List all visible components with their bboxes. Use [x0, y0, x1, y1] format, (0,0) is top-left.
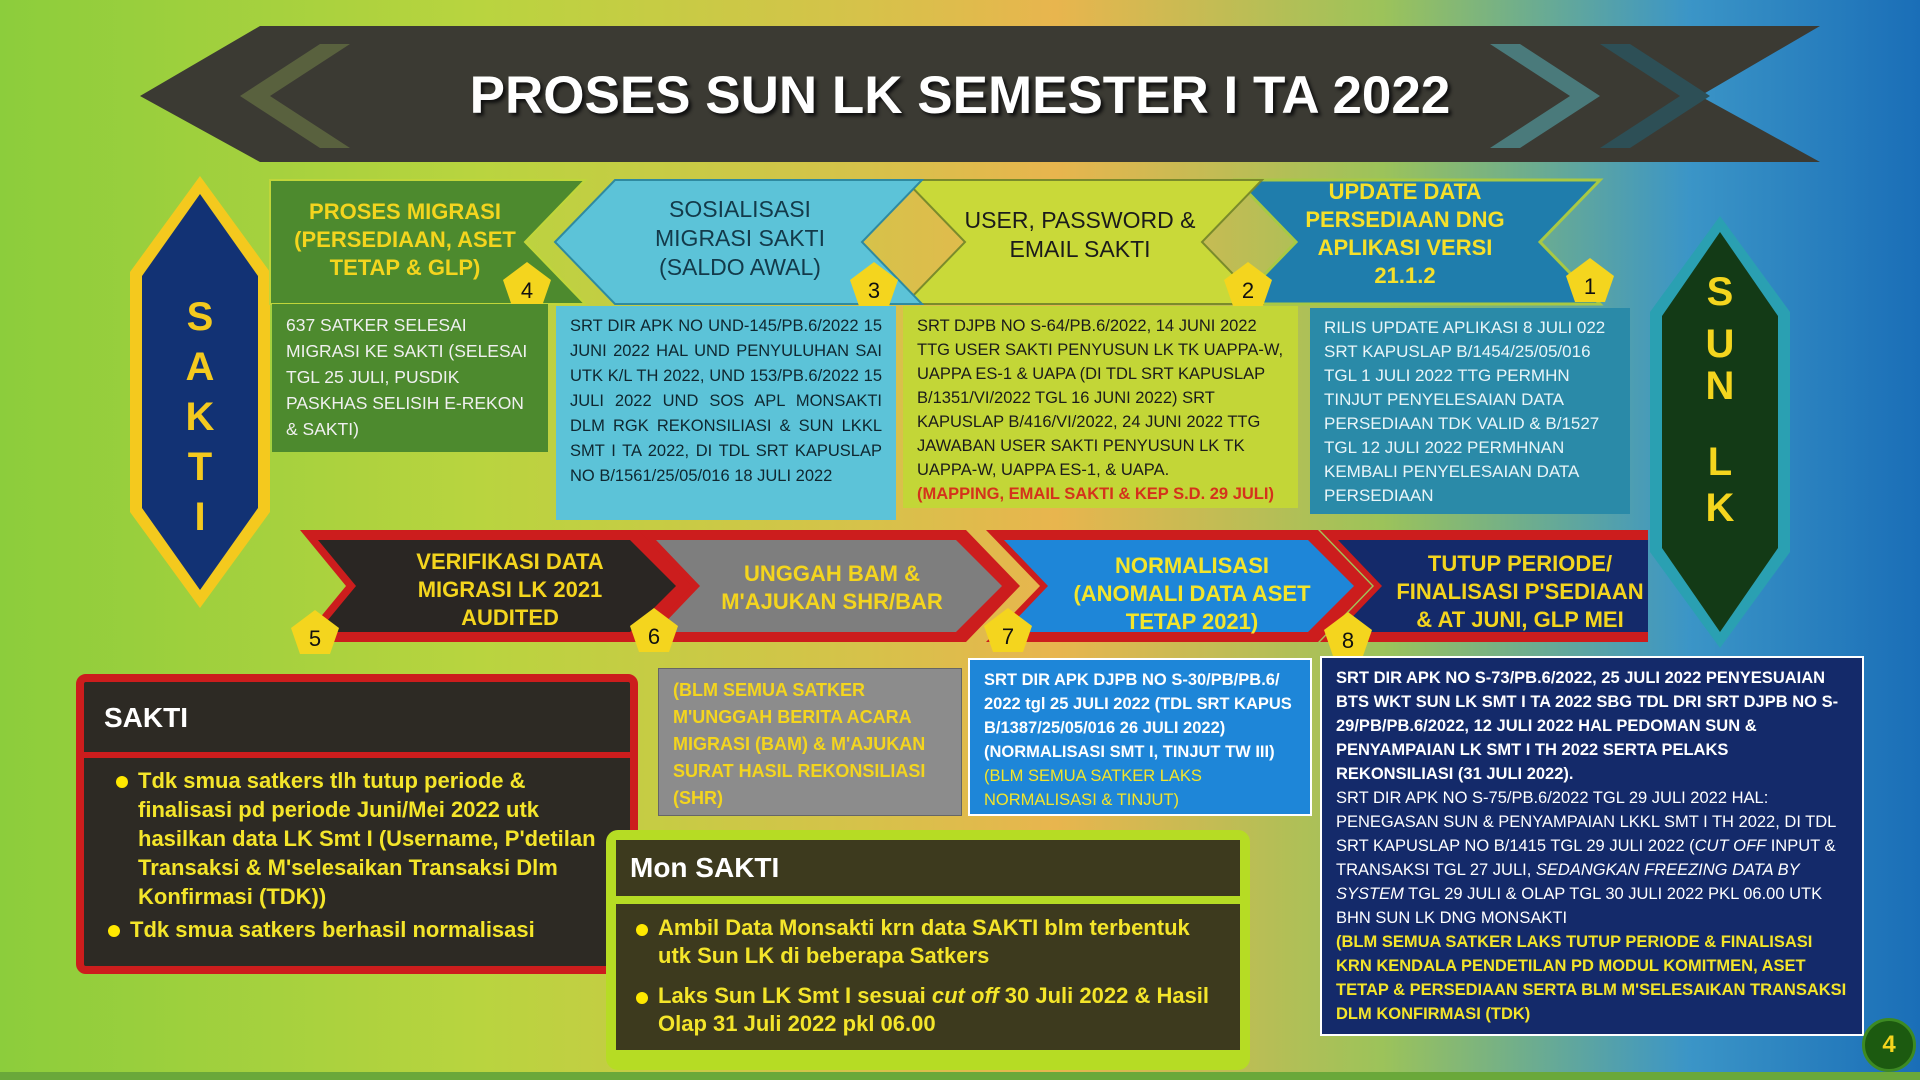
- step-8-description-part-a: SRT DIR APK NO S-75/PB.6/2022 TGL 29 JULI 2022 HAL: PENEGASAN SUN & PENYAMPAIAN LKKL SMT I TH 2022, DI TDL SRT KAPUSLAP NO B/1415 TGL 29 JULI 2022 (: [1336, 789, 1836, 855]
- page-number-badge: 4: [1862, 1018, 1916, 1072]
- sunlk-letter-n: N: [1705, 364, 1735, 408]
- mon-sakti-title: Mon SAKTI: [616, 840, 1240, 896]
- sakti-letter-t: T: [187, 445, 213, 489]
- mon-sakti-item-2-cutoff: cut off: [931, 983, 999, 1008]
- step-8-description-cutoff: CUT OFF: [1694, 837, 1767, 855]
- sunlk-letter-u: U: [1705, 322, 1735, 366]
- step-3-number: 3: [867, 278, 881, 303]
- step-6-title: UNGGAH BAM & M'AJUKAN SHR/BAR: [721, 561, 943, 614]
- mon-sakti-item-1: Ambil Data Monsakti krn data SAKTI blm terbentuk utk Sun LK di beberapa Satkers: [632, 914, 1224, 970]
- step-8-box: [1320, 656, 1864, 1036]
- mon-sakti-item-2-b: 30 Juli 2022 & Hasil Olap 31 Juli 2022 pkl 06.00: [658, 983, 1210, 1036]
- mon-sakti-item-2: [632, 982, 1224, 1038]
- step-4-description: 637 SATKER SELESAI MIGRASI KE SAKTI (SELESAI TGL 25 JULI, PUSDIK PASKHAS SELISIH E-REKON & SAKTI): [272, 304, 548, 452]
- step-1-number: 1: [1583, 274, 1597, 299]
- page-title: PROSES SUN LK SEMESTER I TA 2022: [469, 66, 1451, 125]
- sunlk-letter-l: L: [1707, 440, 1733, 484]
- step-6-number: 6: [647, 624, 661, 649]
- step-8-description-bold: SRT DIR APK NO S-73/PB.6/2022, 25 JULI 2022 PENYESUAIAN BTS WKT SUN LK SMT I TA 2022 SBG TDL DRI SRT DJPB NO S-29/PB/PB.6/2022, 12 JULI 2022 HAL PEDOMAN SUN & PENYAMPAIAN LK SMT I TH 2022 SERTA PELAKS REKONSILIASI (31 JULI 2022).: [1336, 669, 1839, 783]
- step-7-box: [968, 658, 1312, 816]
- step-8-description-freezing: SEDANGKAN FREEZING DATA BY SYSTEM: [1336, 861, 1800, 903]
- step-2-box: [903, 306, 1298, 508]
- step-6-description: (BLM SEMUA SATKER M'UNGGAH BERITA ACARA MIGRASI (BAM) & M'AJUKAN SURAT HASIL REKONSILIASI (SHR): [658, 668, 962, 816]
- step-8-note: (BLM SEMUA SATKER LAKS TUTUP PERIODE & FINALISASI KRN KENDALA PENDETILAN PD MODUL KOMITMEN, ASET TETAP & PERSEDIAAN SERTA BLM M'SELESAIKAN TRANSAKSI DLM KONFIRMASI (TDK): [1336, 933, 1847, 1023]
- step-1-title: UPDATE DATA PERSEDIAAN DNG APLIKASI VERSI 21.1.2: [1305, 179, 1505, 288]
- sakti-letter-i: I: [194, 495, 206, 539]
- sakti-note-item-1: Tdk smua satkers tlh tutup periode & finalisasi pd periode Juni/Mei 2022 utk hasilkan data LK Smt I (Username, P'detilan Transaksi & M'selesaikan Transaksi Dlm Konfirmasi (TDK)): [112, 766, 612, 911]
- sakti-letter-k: K: [185, 395, 215, 439]
- step-8-title: TUTUP PERIODE/ FINALISASI P'SEDIAAN & AT JUNI, GLP MEI: [1396, 551, 1644, 632]
- step-8-description-part-c: TGL 29 JULI & OLAP TGL 30 JULI 2022 PKL 06.00 UTK BHN SUN LK DNG MONSAKTI: [1336, 885, 1823, 927]
- step-2-number: 2: [1241, 278, 1255, 303]
- step-7-description: SRT DIR APK DJPB NO S-30/PB/PB.6/ 2022 tgl 25 JULI 2022 (TDL SRT KAPUS B/1387/25/05/016 26 JULI 2022) (NORMALISASI SMT I, TINJUT TW III): [984, 671, 1292, 761]
- sakti-note-title: SAKTI: [84, 682, 630, 758]
- sakti-letter-a: A: [185, 345, 215, 389]
- step-5-number: 5: [308, 626, 322, 651]
- step-5-title: VERIFIKASI DATA MIGRASI LK 2021 AUDITED: [416, 549, 604, 630]
- step-2-description: SRT DJPB NO S-64/PB.6/2022, 14 JUNI 2022 TTG USER SAKTI PENYUSUN LK TK UAPPA-W, UAPPA ES-1 & UAPA (DI TDL SRT KAPUSLAP B/1351/VI/2022 TGL 16 JUNI 2022) SRT KAPUSLAP B/416/VI/2022, 24 JUNI 2022 TTG JAWABAN USER SAKTI PENYUSUN LK TK UAPPA-W, UAPPA ES-1, & UAPA.: [917, 317, 1284, 479]
- step-2-title: USER, PASSWORD & EMAIL SAKTI: [964, 207, 1196, 262]
- mon-sakti-item-2-a: Laks Sun LK Smt I sesuai: [658, 983, 932, 1008]
- sunlk-letter-k: K: [1705, 486, 1735, 530]
- step-4-title: PROSES MIGRASI (PERSEDIAAN, ASET TETAP & GLP): [294, 199, 516, 280]
- step-3-description: SRT DIR APK NO UND-145/PB.6/2022 15 JUNI 2022 HAL UND PENYULUHAN SAI UTK K/L TH 2022, UND 153/PB.6/2022 15 JULI 2022 UND SOS APL MONSAKTI DLM RGK REKONSILIASI & SUN LKKL SMT I TA 2022, DI TDL SRT KAPUSLAP NO B/1561/25/05/016 18 JULI 2022: [556, 306, 896, 520]
- step-7-number: 7: [1001, 624, 1015, 649]
- step-7-note: (BLM SEMUA SATKER LAKS NORMALISASI & TINJUT): [984, 767, 1202, 809]
- step-3-title: SOSIALISASI MIGRASI SAKTI (SALDO AWAL): [655, 195, 825, 280]
- step-1-description: RILIS UPDATE APLIKASI 8 JULI 022 SRT KAPUSLAP B/1454/25/05/016 TGL 1 JULI 2022 TTG PERMHN TINJUT PENYELESAIAN DATA PERSEDIAAN TDK VALID & B/1527 TGL 12 JULI 2022 PERMHNAN KEMBALI PENYELESAIAN DATA PERSEDIAAN: [1310, 308, 1630, 514]
- bottom-bar: [0, 1072, 1920, 1080]
- sunlk-letter-s: S: [1706, 270, 1734, 314]
- mon-sakti-box: [606, 830, 1250, 1070]
- step-8-description-part-b: INPUT & TRANSAKSI TGL 27 JULI,: [1336, 837, 1836, 879]
- sakti-note-item-2: Tdk smua satkers berhasil normalisasi: [104, 915, 612, 944]
- step-8-number: 8: [1341, 628, 1355, 653]
- step-7-title: NORMALISASI (ANOMALI DATA ASET TETAP 2021): [1073, 553, 1311, 634]
- step-4-number: 4: [520, 278, 534, 303]
- sakti-note-box: [76, 674, 638, 974]
- step-2-note: (MAPPING, EMAIL SAKTI & KEP S.D. 29 JULI): [917, 485, 1274, 503]
- sakti-letter-s: S: [186, 295, 214, 339]
